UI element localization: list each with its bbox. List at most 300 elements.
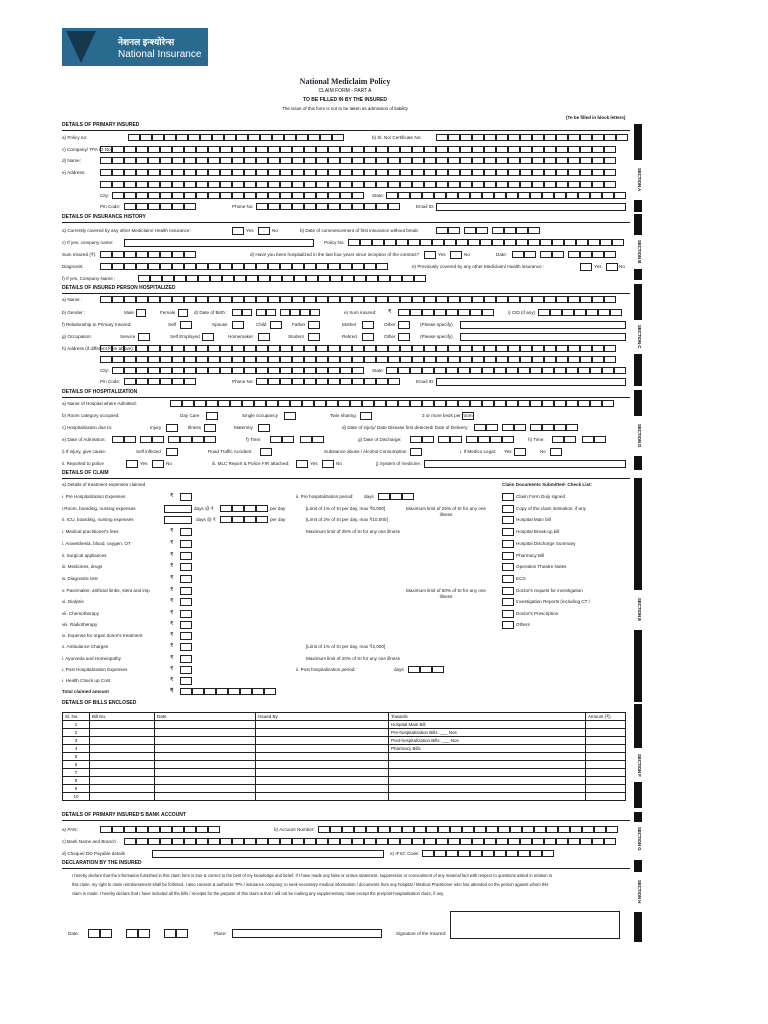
ayurveda-max-limit-label: Maximum limit of 20% of SI for any one illness: [306, 656, 400, 661]
treatment-label: a) Details of treatment expenses claimed: [62, 482, 146, 487]
bill-amount-cell[interactable]: [586, 793, 626, 801]
self-inflicted-label: Self inflicted: [136, 449, 161, 454]
single-checkbox[interactable]: [284, 412, 296, 420]
bill-no-cell[interactable]: [90, 745, 155, 753]
sl-no-field[interactable]: [436, 134, 628, 142]
form-title: CLAIM FORM - PART A: [318, 88, 372, 94]
bank-field[interactable]: [124, 838, 616, 846]
section-g-header: DETAILS OF PRIMARY INSURED'S BANK ACCOUNT: [62, 812, 186, 818]
expense-amount-field[interactable]: [164, 516, 192, 524]
bill-towards-cell: [389, 777, 586, 785]
medico-legal-yes-checkbox[interactable]: [514, 448, 526, 456]
other-occupation-label: Other: [384, 334, 396, 339]
bill-issued-by-cell[interactable]: [256, 721, 389, 729]
rupee-icon: ₹: [170, 688, 174, 694]
bill-issued-by-cell[interactable]: [256, 769, 389, 777]
other-occupation-checkbox[interactable]: [398, 333, 410, 341]
email-c-field[interactable]: [436, 378, 626, 386]
hospitalised-label: d) Have you been hospitalized in the last four years since inception of the contract?: [250, 252, 420, 257]
cheque-field[interactable]: [152, 850, 384, 858]
account-label: b) Account Number:: [274, 827, 315, 832]
sum-insured-c-label: e) Sum insured:: [344, 310, 377, 315]
city-label: City:: [100, 193, 110, 198]
bill-issued-by-cell[interactable]: [256, 729, 389, 737]
rupee-icon: ₹: [170, 563, 174, 569]
expense-item-label: viii. Radiotherapy: [62, 622, 98, 627]
discharge-date-field[interactable]: [410, 436, 514, 444]
bill-date-cell[interactable]: [155, 769, 256, 777]
checklist-checkbox[interactable]: [502, 552, 514, 560]
service-label: Service: [120, 334, 136, 339]
expense-amount-field[interactable]: [180, 540, 192, 548]
checklist-checkbox[interactable]: [502, 575, 514, 583]
divider: [62, 868, 630, 869]
icu-per-day-label: per day: [270, 517, 286, 522]
divider: [62, 130, 630, 131]
expense-amount-field[interactable]: [180, 666, 192, 674]
no-label: No: [619, 264, 625, 269]
reported-label: ii. Reported to police: [62, 461, 104, 466]
bill-sl-no: 6: [63, 761, 90, 769]
checklist-checkbox[interactable]: [502, 610, 514, 618]
injury-cause-label: i) If injury, give cause:: [62, 449, 107, 454]
mlc-no-checkbox[interactable]: [322, 460, 334, 468]
bill-amount-cell[interactable]: [586, 737, 626, 745]
filled-by-note: TO BE FILLED IN BY THE INSURED: [303, 97, 387, 103]
icu-limit-label: [Limit of 2% of SI per day, max ₹10,000]: [306, 517, 388, 522]
admission-time-field[interactable]: [270, 436, 324, 444]
checklist-checkbox[interactable]: [502, 493, 514, 501]
sum-insured-b-label: Sum Insured (₹):: [62, 252, 97, 257]
cid-field[interactable]: [538, 309, 622, 317]
room-per-day-label: per day: [270, 506, 286, 511]
bill-row: [63, 721, 626, 729]
declaration-text-line-2: this claim, my right to claim reimbursement shall be forfeited. I also consent & authorize TPA / insurance company, to seek necessary medical information / documents from any hospital / Medical Practitioner who has attended on the person against whom this: [72, 882, 549, 887]
child-checkbox[interactable]: [270, 321, 282, 329]
checklist-checkbox[interactable]: [502, 516, 514, 524]
gender-label: b) Gender :: [62, 310, 86, 315]
account-field[interactable]: [318, 826, 618, 834]
policy-no-label: a) Policy no:: [62, 135, 88, 140]
bill-row: [63, 729, 626, 737]
self-label: Self: [168, 322, 176, 327]
bill-row: [63, 753, 626, 761]
occupation-specify-field[interactable]: [460, 333, 626, 341]
covered-no-checkbox[interactable]: [258, 227, 270, 235]
bill-issued-by-cell[interactable]: [256, 745, 389, 753]
bill-amount-cell[interactable]: [586, 721, 626, 729]
divider: [62, 478, 630, 479]
admission-label: e) Date of Admission:: [62, 437, 106, 442]
father-checkbox[interactable]: [308, 321, 320, 329]
self-inflicted-checkbox[interactable]: [166, 448, 178, 456]
expense-item-label: i. Ayurveda and Homeopathy: [62, 656, 121, 661]
bill-date-cell[interactable]: [155, 721, 256, 729]
expense-item-label: vi. Dialysis: [62, 599, 84, 604]
rta-checkbox[interactable]: [260, 448, 272, 456]
self-employed-checkbox[interactable]: [202, 333, 214, 341]
email-field[interactable]: [436, 203, 626, 211]
liability-note: The issue of this form is not to be taken as admission of liability: [282, 106, 408, 111]
bill-issued-by-cell[interactable]: [256, 753, 389, 761]
policy-no-b-label: Policy No:: [324, 240, 345, 245]
bill-towards-cell: Pre-hospitalization Bills: ___ Nos: [389, 729, 586, 737]
ambulance-limit-label: [Limit of 1% of SI per day, max ₹2,000]: [306, 644, 386, 649]
bill-amount-cell[interactable]: [586, 769, 626, 777]
days-label: days: [364, 494, 374, 499]
bill-amount-cell[interactable]: [586, 753, 626, 761]
three-more-checkbox[interactable]: [462, 412, 474, 420]
bill-amount-cell[interactable]: [586, 745, 626, 753]
company-name-field[interactable]: [124, 239, 314, 247]
bill-towards-cell: [389, 753, 586, 761]
reported-yes-checkbox[interactable]: [126, 460, 138, 468]
policy-title: National Mediclaim Policy: [299, 77, 391, 86]
practitioner-max-limit-label: Maximum limit of 25% of SI for any one illness: [306, 529, 400, 534]
declaration-date-field[interactable]: [88, 929, 188, 937]
bill-issued-by-cell[interactable]: [256, 785, 389, 793]
day-care-checkbox[interactable]: [206, 412, 218, 420]
hospital-label: a) Name of Hospital where Admitted:: [62, 401, 137, 406]
previously-yes-checkbox[interactable]: [580, 263, 592, 271]
bill-amount-cell[interactable]: [586, 729, 626, 737]
bill-sl-no: 3: [63, 737, 90, 745]
city-c-label: City:: [100, 368, 110, 373]
city-c-field[interactable]: [112, 367, 364, 375]
col-amount: Amount (₹): [586, 713, 626, 721]
rupee-icon: ₹: [170, 540, 174, 546]
col-towards: Towards: [389, 713, 586, 721]
bill-amount-cell[interactable]: [586, 777, 626, 785]
rupee-icon: ₹: [170, 610, 174, 616]
bill-date-cell[interactable]: [155, 737, 256, 745]
spouse-label: Spouse: [212, 322, 228, 327]
divider: [62, 293, 630, 294]
section-g-label: SECTION G: [634, 822, 642, 856]
checklist-checkbox[interactable]: [502, 540, 514, 548]
pre-period-label: ii. Pre hospitalization period:: [296, 494, 354, 499]
mother-label: Mother: [342, 322, 357, 327]
company-name2-field[interactable]: [138, 275, 426, 283]
expense-amount-field[interactable]: [180, 677, 192, 685]
section-f-label: SECTION F: [634, 748, 642, 782]
section-f-header: DETAILS OF BILLS ENCLOSED: [62, 700, 137, 706]
rupee-icon: ₹: [170, 575, 174, 581]
bill-date-cell[interactable]: [155, 761, 256, 769]
single-label: Single occupancy: [242, 413, 279, 418]
illness-checkbox[interactable]: [204, 424, 216, 432]
homemaker-label: Homemaker: [228, 334, 254, 339]
bill-no-cell[interactable]: [90, 785, 155, 793]
previously-no-checkbox[interactable]: [606, 263, 618, 271]
retired-checkbox[interactable]: [362, 333, 374, 341]
name-label: d) Name:: [62, 158, 81, 163]
self-checkbox[interactable]: [180, 321, 192, 329]
bills-table: [62, 712, 626, 801]
expense-amount-field[interactable]: [180, 643, 192, 651]
total-amount-field[interactable]: [180, 688, 276, 696]
twin-label: Twin sharing: [330, 413, 356, 418]
sum-insured-b-field[interactable]: [100, 251, 196, 259]
occupation-label: g) Occupation:: [62, 334, 92, 339]
twin-checkbox[interactable]: [360, 412, 372, 420]
phone-c-field[interactable]: [256, 378, 400, 386]
discharge-time-field[interactable]: [552, 436, 606, 444]
bill-date-cell[interactable]: [155, 753, 256, 761]
no-label: No: [166, 461, 172, 466]
bill-towards-cell: Hospital Main Bill: [389, 721, 586, 729]
hospitalised-yes-checkbox[interactable]: [424, 251, 436, 259]
checklist-title: Claim Documents Submitted- Check List:: [502, 482, 593, 487]
checklist-item-label: Investigation Reports (including CT /: [516, 599, 590, 604]
icu-rate-field[interactable]: [220, 516, 268, 524]
section-e-label: SECTION E: [634, 590, 642, 630]
section-e-header: DETAILS OF CLAIM: [62, 470, 109, 476]
medico-legal-no-checkbox[interactable]: [550, 448, 562, 456]
rupee-icon: ₹: [170, 528, 174, 534]
expense-amount-field[interactable]: [164, 505, 192, 513]
male-checkbox[interactable]: [136, 309, 146, 317]
hospitalised-date-field[interactable]: [512, 251, 616, 259]
name-c-field[interactable]: [100, 296, 616, 304]
hospitalised-no-checkbox[interactable]: [450, 251, 462, 259]
checklist-checkbox[interactable]: [502, 563, 514, 571]
yes-label: Yes: [140, 461, 148, 466]
section-d-header: DETAILS OF HOSPITALIZATION: [62, 389, 138, 395]
bill-date-cell[interactable]: [155, 729, 256, 737]
female-label: Female: [160, 310, 176, 315]
time-f-label: f) Time:: [246, 437, 262, 442]
sum-insured-c-field[interactable]: [398, 309, 494, 317]
days-label: days: [394, 667, 404, 672]
bill-issued-by-cell[interactable]: [256, 737, 389, 745]
name-c-label: a) Name :: [62, 297, 83, 302]
address-field-2[interactable]: [100, 181, 616, 189]
bill-no-cell[interactable]: [90, 737, 155, 745]
checklist-checkbox[interactable]: [502, 587, 514, 595]
expense-amount-field[interactable]: [180, 563, 192, 571]
pin-c-label: Pin Code:: [100, 379, 121, 384]
state-c-field[interactable]: [386, 367, 626, 375]
address-c-field-1[interactable]: [100, 345, 616, 353]
admission-date-field[interactable]: [112, 436, 216, 444]
expense-amount-field[interactable]: [180, 552, 192, 560]
pre-period-days-field[interactable]: [378, 493, 414, 501]
bill-towards-cell: [389, 793, 586, 801]
bill-row: [63, 745, 626, 753]
bill-no-cell[interactable]: [90, 721, 155, 729]
bill-issued-by-cell[interactable]: [256, 777, 389, 785]
email-label: Email ID:: [416, 204, 435, 209]
checklist-item-label: Hospital Discharge Summary: [516, 541, 576, 546]
city-field[interactable]: [112, 192, 364, 200]
mlc-yes-checkbox[interactable]: [296, 460, 308, 468]
company-name2-label: f) If yes, Company Name :: [62, 276, 116, 281]
homemaker-checkbox[interactable]: [258, 333, 270, 341]
system-field[interactable]: [424, 460, 626, 468]
rupee-icon: ₹: [388, 309, 392, 315]
total-label: Total claimed amount: [62, 689, 109, 694]
sl-no-label: b) Sl. No/ Certificate No:: [372, 135, 422, 140]
rupee-icon: ₹: [170, 643, 174, 649]
expense-item-label: ii. ICU, boarding, nursing expenses: [62, 517, 134, 522]
reported-no-checkbox[interactable]: [152, 460, 164, 468]
checklist-checkbox[interactable]: [502, 528, 514, 536]
checklist-item-label: ECG: [516, 576, 526, 581]
expense-item-label: i. Medical practitioner's fees: [62, 529, 119, 534]
declaration-text-line-1: I hereby declare that the information furnished in this claim form is true & correct to the best of my knowledge and belief. If I have made any false or untrue statement, suppression or concealment of any material fact with respect to questions asked in relation to: [72, 873, 553, 878]
signature-box[interactable]: [450, 911, 620, 939]
bill-date-cell[interactable]: [155, 793, 256, 801]
bill-no-cell[interactable]: [90, 761, 155, 769]
expense-amount-field[interactable]: [180, 587, 192, 595]
place-field[interactable]: [232, 929, 382, 938]
checklist-checkbox[interactable]: [502, 598, 514, 606]
time-h-label: h) Time:: [528, 437, 545, 442]
divider: [62, 222, 630, 223]
section-h-header: DECLARATION BY THE INSURED: [62, 860, 142, 866]
female-checkbox[interactable]: [178, 309, 188, 317]
bill-no-cell[interactable]: [90, 753, 155, 761]
bill-row: [63, 737, 626, 745]
bill-date-cell[interactable]: [155, 785, 256, 793]
expense-amount-field[interactable]: [180, 528, 192, 536]
tpa-label: c) Company/ TPA ID No:: [62, 147, 112, 152]
bill-sl-no: 9: [63, 785, 90, 793]
substance-label: Substance abuse / Alcohol Consumption: [324, 449, 407, 454]
system-label: j) System of medicine :: [376, 461, 423, 466]
expense-item-label: ix. Expense for organ donor's treatment: [62, 633, 143, 638]
checklist-item-label: Doctor's Prescription: [516, 611, 559, 616]
section-a-header: DETAILS OF PRIMARY INSURED: [62, 122, 140, 128]
expense-amount-field[interactable]: [180, 655, 192, 663]
yes-label: Yes: [310, 461, 318, 466]
dob-field[interactable]: [232, 309, 320, 317]
rupee-icon: ₹: [170, 632, 174, 638]
tpa-field[interactable]: [100, 146, 616, 154]
other-checkbox[interactable]: [398, 321, 410, 329]
medico-legal-label: i. If Medico Legal:: [460, 449, 497, 454]
pin-label: Pin Code:: [100, 204, 121, 209]
bill-issued-by-cell[interactable]: [256, 761, 389, 769]
bill-issued-by-cell[interactable]: [256, 793, 389, 801]
expense-amount-field[interactable]: [180, 632, 192, 640]
bill-no-cell[interactable]: [90, 729, 155, 737]
student-checkbox[interactable]: [308, 333, 320, 341]
covered-yes-checkbox[interactable]: [232, 227, 244, 235]
bill-towards-cell: Pharmacy Bills: [389, 745, 586, 753]
service-checkbox[interactable]: [138, 333, 150, 341]
child-label: Child: [256, 322, 267, 327]
substance-checkbox[interactable]: [410, 448, 422, 456]
section-c-header: DETAILS OF INSURED PERSON HOSPITALIZED: [62, 285, 176, 291]
checklist-item-label: Hospital Main bill: [516, 517, 551, 522]
mother-checkbox[interactable]: [362, 321, 374, 329]
ifsc-label: e) IFSC Code:: [390, 851, 420, 856]
address-label: e) Address:: [62, 170, 86, 175]
section-c-label: SECTION C: [634, 320, 642, 354]
divider: [62, 397, 630, 398]
policy-no-field[interactable]: [128, 134, 344, 142]
rupee-icon: ₹: [170, 655, 174, 661]
spouse-checkbox[interactable]: [232, 321, 244, 329]
specify-occupation-label: (Please specify): [420, 334, 453, 339]
injury-date-label: d) Date of injury/ Date Disease first detected/ Date of Delivery:: [342, 425, 469, 430]
injury-date-field[interactable]: [474, 424, 578, 432]
email-c-label: Email ID:: [416, 379, 435, 384]
expense-amount-field[interactable]: [180, 575, 192, 583]
expense-amount-field[interactable]: [180, 598, 192, 606]
ifsc-field[interactable]: [422, 850, 554, 858]
commencement-date-field[interactable]: [436, 227, 540, 235]
policy-no-b-field[interactable]: [348, 239, 624, 247]
address-c-field-2[interactable]: [100, 356, 616, 364]
rupee-icon: ₹: [170, 587, 174, 593]
male-label: Male: [124, 310, 134, 315]
name-field[interactable]: [100, 157, 616, 165]
checklist-item-label: Claim Form Duly signed: [516, 494, 566, 499]
expense-amount-field[interactable]: [180, 493, 192, 501]
injury-label: Injury: [150, 425, 162, 430]
checklist-checkbox[interactable]: [502, 621, 514, 629]
checklist-checkbox[interactable]: [502, 505, 514, 513]
bill-amount-cell[interactable]: [586, 785, 626, 793]
state-label: State:: [372, 193, 385, 198]
bill-no-cell[interactable]: [90, 769, 155, 777]
expense-item-label: i.Room, boarding, nursing expenses: [62, 506, 136, 511]
bill-amount-cell[interactable]: [586, 761, 626, 769]
pin-field[interactable]: [124, 203, 196, 211]
bill-no-cell[interactable]: [90, 793, 155, 801]
expense-amount-field[interactable]: [180, 610, 192, 618]
hospital-field[interactable]: [170, 400, 614, 408]
no-label: No: [272, 228, 278, 233]
address-field-1[interactable]: [100, 169, 616, 177]
bill-date-cell[interactable]: [155, 777, 256, 785]
bill-sl-no: 1: [63, 721, 90, 729]
bill-sl-no: 5: [63, 753, 90, 761]
diagnosis-label: Diagnosis:: [62, 264, 84, 269]
checklist-item-label: Hospital Break-up bill: [516, 529, 560, 534]
cheque-label: d) Cheque/ DD Payable details: [62, 851, 126, 856]
bill-date-cell[interactable]: [155, 745, 256, 753]
bill-sl-no: 8: [63, 777, 90, 785]
maternity-label: Maternity: [234, 425, 253, 430]
injury-checkbox[interactable]: [166, 424, 178, 432]
no-label: No: [464, 252, 470, 257]
retired-label: Retired: [342, 334, 357, 339]
bill-row: [63, 769, 626, 777]
expense-amount-field[interactable]: [180, 621, 192, 629]
state-field[interactable]: [386, 192, 626, 200]
pan-field[interactable]: [100, 826, 220, 834]
self-employed-label: Self Employed: [170, 334, 200, 339]
bill-towards-cell: Post-hospitalization Bills: ___ Nos: [389, 737, 586, 745]
expense-item-label: i. Pre Hospitalization Expenses: [62, 494, 126, 499]
pan-label: a) PAN:: [62, 827, 78, 832]
bill-towards-cell: [389, 769, 586, 777]
relationship-specify-field[interactable]: [460, 321, 626, 329]
room-limit-label: [Limit of 1% of SI per day, max ₹5,000]: [306, 506, 386, 511]
pin-c-field[interactable]: [124, 378, 196, 386]
phone-field[interactable]: [256, 203, 400, 211]
post-period-days-field[interactable]: [408, 666, 444, 674]
diagnosis-field[interactable]: [100, 263, 388, 271]
logo-hindi-text: नेशनल इन्श्योरेन्स: [118, 37, 175, 47]
maternity-checkbox[interactable]: [258, 424, 270, 432]
bill-no-cell[interactable]: [90, 777, 155, 785]
room-rate-field[interactable]: [220, 505, 268, 513]
